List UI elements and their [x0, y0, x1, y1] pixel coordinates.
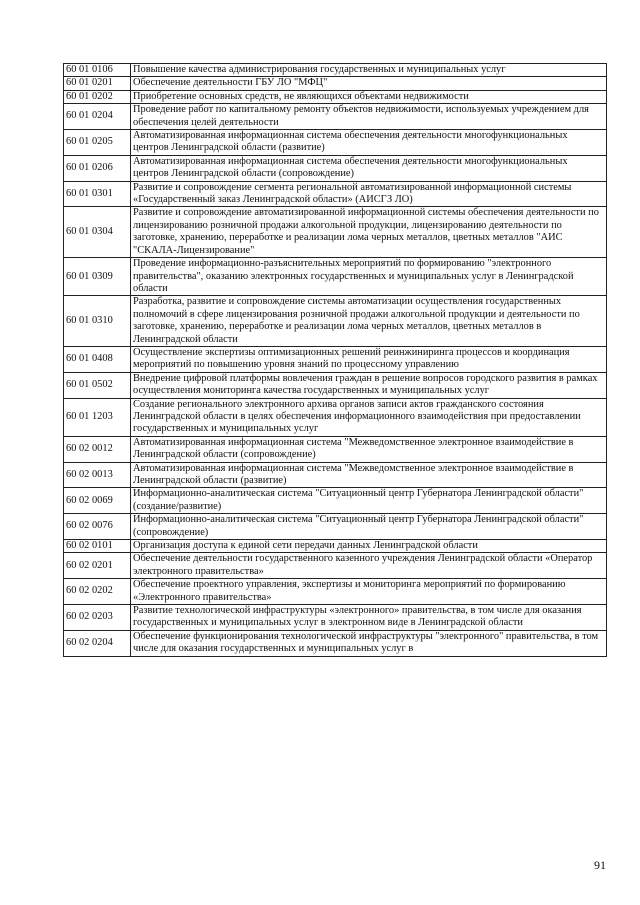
row-description: Развитие и сопровождение сегмента региональной автоматизированной информационной системы «Государственный заказ Ленинградской области» (АИСГЗ ЛО) [131, 181, 607, 207]
table-row [64, 130, 607, 156]
row-description: Обеспечение деятельности государственного казенного учреждения Ленинградской области «Оператор электронного правительства» [131, 553, 607, 579]
row-code: 60 01 1203 [64, 398, 131, 436]
row-description: Автоматизированная информационная система обеспечения деятельности многофункциональных центров Ленинградской области (развитие) [131, 130, 607, 156]
row-code: 60 01 0304 [64, 207, 131, 258]
row-code: 60 02 0012 [64, 436, 131, 462]
table-row [64, 372, 607, 398]
row-description: Организация доступа к единой сети передачи данных Ленинградской области [131, 540, 607, 553]
row-code: 60 02 0076 [64, 514, 131, 540]
table-row [64, 605, 607, 631]
table-row [64, 630, 607, 656]
row-description: Информационно-аналитическая система "Ситуационный центр Губернатора Ленинградской области" (создание/развитие) [131, 488, 607, 514]
row-description: Обеспечение функционирования технологической инфраструктуры "электронного" правительства, в том числе для оказания государственных и муниципальных услуг в [131, 630, 607, 656]
row-code: 60 02 0013 [64, 462, 131, 488]
table-row [64, 346, 607, 372]
table-row [64, 181, 607, 207]
table-row [64, 155, 607, 181]
row-code: 60 01 0301 [64, 181, 131, 207]
row-code: 60 01 0202 [64, 90, 131, 103]
row-description: Проведение работ по капитальному ремонту объектов недвижимости, используемых учреждением для обеспечения целей деятельности [131, 104, 607, 130]
row-description: Обеспечение деятельности ГБУ ЛО "МФЦ" [131, 77, 607, 90]
row-description: Развитие и сопровождение автоматизированной информационной системы обеспечения деятельности по лицензированию розничной продажи алкогольной продукции, лицензированию деятельности по заготовке, хранению, переработке и реализации лома черных металлов, цветных металлов "АИС "СКАЛА-Лицензирование" [131, 207, 607, 258]
row-code: 60 01 0106 [64, 64, 131, 77]
row-code: 60 02 0201 [64, 553, 131, 579]
table-row [64, 64, 607, 77]
table-row [64, 77, 607, 90]
table-row [64, 540, 607, 553]
row-code: 60 02 0202 [64, 579, 131, 605]
row-code: 60 01 0309 [64, 258, 131, 296]
row-description: Информационно-аналитическая система "Ситуационный центр Губернатора Ленинградской области" (сопровождение) [131, 514, 607, 540]
row-code: 60 01 0205 [64, 130, 131, 156]
row-description: Разработка, развитие и сопровождение системы автоматизации осуществления государственных полномочий в сфере лицензирования розничной продажи алкогольной продукции и деятельности по заготовке, хранению, переработке и реализации лома черных металлов, цветных металлов в Ленинградской области [131, 296, 607, 347]
table-row [64, 436, 607, 462]
row-description: Повышение качества администрирования государственных и муниципальных услуг [131, 64, 607, 77]
table-row [64, 104, 607, 130]
row-code: 60 01 0408 [64, 346, 131, 372]
row-description: Автоматизированная информационная система "Межведомственное электронное взаимодействие в Ленинградской области (сопровождение) [131, 436, 607, 462]
row-description: Создание регионального электронного архива органов записи актов гражданского состояния Ленинградской области в целях обеспечения информационного взаимодействия при предоставлении государственных и муниципальных услуг [131, 398, 607, 436]
row-code: 60 02 0203 [64, 605, 131, 631]
row-code: 60 02 0101 [64, 540, 131, 553]
row-code: 60 01 0206 [64, 155, 131, 181]
row-code: 60 02 0204 [64, 630, 131, 656]
row-description: Приобретение основных средств, не являющихся объектами недвижимости [131, 90, 607, 103]
row-description: Автоматизированная информационная система "Межведомственное электронное взаимодействие в Ленинградской области (развитие) [131, 462, 607, 488]
row-code: 60 01 0201 [64, 77, 131, 90]
table-row [64, 207, 607, 258]
row-code: 60 01 0310 [64, 296, 131, 347]
table-body [64, 64, 607, 657]
row-description: Обеспечение проектного управления, экспертизы и мониторинга мероприятий по формированию «Электронного правительства» [131, 579, 607, 605]
row-code: 60 01 0502 [64, 372, 131, 398]
row-code: 60 02 0069 [64, 488, 131, 514]
row-description: Внедрение цифровой платформы вовлечения граждан в решение вопросов городского развития в рамках осуществления мониторинга качества государственных и муниципальных услуг [131, 372, 607, 398]
page-number: 91 [594, 858, 606, 872]
row-description: Осуществление экспертизы оптимизационных решений реинжиниринга процессов и координация мероприятий по повышению уровня знаний по процессному управлению [131, 346, 607, 372]
table-row [64, 514, 607, 540]
table-row [64, 398, 607, 436]
table-row [64, 296, 607, 347]
row-description: Проведение информационно-разъяснительных мероприятий по формированию "электронного правительства", оказанию электронных государственных и муниципальных услуг в Ленинградской области [131, 258, 607, 296]
table-row [64, 90, 607, 103]
table-row [64, 488, 607, 514]
row-description: Автоматизированная информационная система обеспечения деятельности многофункциональных центров Ленинградской области (сопровождение) [131, 155, 607, 181]
row-description: Развитие технологической инфраструктуры «электронного» правительства, в том числе для оказания государственных и муниципальных услуг в электронном виде в Ленинградской области [131, 605, 607, 631]
table-row [64, 258, 607, 296]
table-row [64, 553, 607, 579]
row-code: 60 01 0204 [64, 104, 131, 130]
table-row [64, 579, 607, 605]
budget-codes-table [63, 63, 607, 657]
table-row [64, 462, 607, 488]
